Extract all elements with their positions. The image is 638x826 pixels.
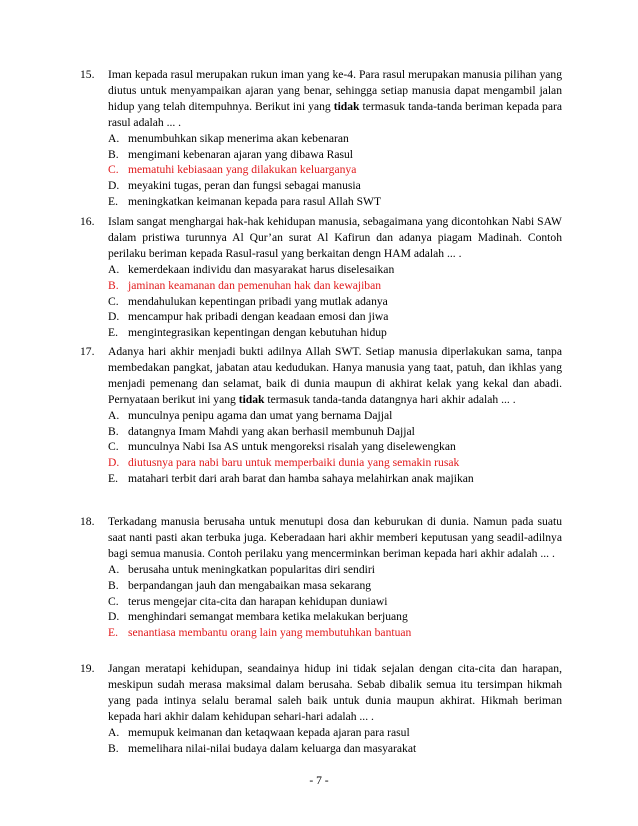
question-body [108,661,562,756]
option-letter: C. [108,440,119,454]
option-text: memelihara nilai-nilai budaya dalam keluarga dan masyarakat [128,741,417,755]
answer-option-c [108,294,562,310]
option-letter: E. [108,472,118,486]
option-letter: C. [108,594,119,608]
stem-text-end: termasuk tanda-tanda beriman kepada para rasul adalah ... . [108,99,563,129]
answer-options [108,131,562,211]
option-text: berpandangan jauh dan mengabaikan masa sekarang [128,578,372,592]
question-stem [108,67,562,131]
answer-options [108,562,562,642]
answer-option-c [108,594,562,610]
answer-option-c [108,162,562,178]
answer-option-b [108,578,562,594]
question-19 [80,661,562,756]
option-letter: D. [108,456,120,470]
stem-emphasis: tidak [238,392,265,406]
option-letter: A. [108,562,120,576]
question-number: 18. [80,515,95,528]
stem-text: Iman kepada rasul merupakan rukun iman yang ke-4. Para rasul merupakan manusia pilihan yang diutus untuk menyampaikan ajaran yang benar, sehingga setiap manusia dapat mengambil jalan hidup yang telah ditempuhnya. Berikut ini yang [108,68,562,113]
option-letter: C. [108,163,119,177]
answer-option-d [108,609,562,625]
question-body [108,514,562,641]
answer-option-d [108,178,562,194]
option-text: munculnya Nabi Isa AS untuk mengoreksi risalah yang diselewengkan [128,440,456,454]
option-text: munculnya penipu agama dan umat yang bernama Dajjal [128,408,393,422]
stem-text: Islam sangat menghargai hak-hak kehidupan manusia, sebagaimana yang dicontohkan Nabi SAW dalam pristiwa turunnya Al Qur’an surat Al Kafirun dan adanya piagam Madinah. Contoh perilaku beriman kepada Rasul-rasul yang berkaitan dengn HAM adalah ... . [108,215,562,260]
question-number: 19. [80,662,95,675]
option-letter: B. [108,424,119,438]
option-text: mengintegrasikan kepentingan dengan kebutuhan hidup [128,326,387,340]
question-number: 15. [80,68,95,81]
question-body [108,344,562,487]
answer-options [108,408,562,488]
question-stem [108,514,562,562]
page-number: - 7 - [309,774,329,787]
option-text: senantiasa membantu orang lain yang membutuhkan bantuan [128,626,412,640]
stem-emphasis: tidak [333,99,360,113]
question-number: 16. [80,215,95,228]
answer-option-a [108,562,562,578]
question-18 [80,514,562,641]
answer-option-e [108,325,562,341]
option-text: terus mengejar cita-cita dan harapan kehidupan duniawi [128,594,388,608]
question-17 [80,344,562,487]
option-letter: B. [108,278,119,292]
option-letter: B. [108,741,119,755]
option-text: memupuk keimanan dan ketaqwaan kepada ajaran para rasul [128,725,410,739]
option-letter: E. [108,195,118,209]
option-text: berusaha untuk meningkatkan popularitas diri sendiri [128,562,375,576]
answer-option-c [108,439,562,455]
answer-option-b [108,741,562,757]
answer-option-a [108,725,562,741]
option-letter: B. [108,147,119,161]
option-letter: A. [108,725,120,739]
option-text: mematuhi kebiasaan yang dilakukan keluarganya [128,163,357,177]
stem-text: Adanya hari akhir menjadi bukti adilnya Allah SWT. Setiap manusia diperlakukan sama, tanpa membedakan pangkat, jabatan atau kedudukan. Hanya manusia yang taat, patuh, dan ikhlas yang menjadi pemenang dan selamat, baik di dunia maupun di akhirat kelak yang kekal dan abadi. Pernyataan berikut ini yang [108,345,562,406]
option-text: meningkatkan keimanan kepada para rasul Allah SWT [128,195,382,209]
answer-option-a [108,131,562,147]
answer-option-b [108,424,562,440]
option-text: mengimani kebenaran ajaran yang dibawa Rasul [128,147,354,161]
option-text: kemerdekaan individu dan masyarakat harus diselesaikan [128,262,395,276]
question-body [108,214,562,341]
stem-text: Jangan meratapi kehidupan, seandainya hidup ini tidak sejalan dengan cita-cita dan harapan, meskipun sudah merasa maksimal dalam berusaha. Sebab dibalik semua itu tersimpan hikmah yang pada intinya selalu beramal saleh baik untuk dunia maupun akhirat. Hikmah beriman kepada hari akhir dalam kehidupan sehari-hari adalah ... . [108,662,562,723]
answer-option-d [108,309,562,325]
option-text: menumbuhkan sikap menerima akan kebenaran [128,131,349,145]
answer-options [108,725,562,757]
option-text: datangnya Imam Mahdi yang akan berhasil membunuh Dajjal [128,424,415,438]
answer-option-b [108,147,562,163]
option-text: diutusnya para nabi baru untuk memperbaiki dunia yang semakin rusak [128,456,460,470]
answer-option-d [108,455,562,471]
answer-option-a [108,408,562,424]
answer-option-e [108,194,562,210]
answer-option-e [108,471,562,487]
answer-option-b [108,278,562,294]
option-letter: A. [108,262,120,276]
question-number: 17. [80,345,95,358]
option-text: jaminan keamanan dan pemenuhan hak dan kewajiban [128,278,382,292]
stem-text-end: termasuk tanda-tanda datangnya hari akhir adalah ... . [264,392,516,406]
question-stem [108,214,562,262]
option-letter: D. [108,179,120,193]
answer-option-a [108,262,562,278]
option-letter: A. [108,131,120,145]
option-text: mendahulukan kepentingan pribadi yang mutlak adanya [128,294,388,308]
option-text: matahari terbit dari arah barat dan hamba sahaya melahirkan anak majikan [128,472,474,486]
question-body [108,67,562,210]
question-stem [108,661,562,725]
option-letter: B. [108,578,119,592]
option-text: menghindari semangat membara ketika melakukan berjuang [128,610,408,624]
answer-options [108,262,562,342]
option-letter: D. [108,610,120,624]
option-letter: A. [108,408,120,422]
option-letter: D. [108,310,120,324]
option-text: mencampur hak pribadi dengan keadaan emosi dan jiwa [128,310,389,324]
option-letter: E. [108,626,118,640]
question-16 [80,214,562,341]
option-text: meyakini tugas, peran dan fungsi sebagai manusia [128,179,361,193]
option-letter: C. [108,294,119,308]
answer-option-e [108,625,562,641]
question-15 [80,67,562,210]
stem-text: Terkadang manusia berusaha untuk menutupi dosa dan keburukan di dunia. Namun pada suatu saat nanti pasti akan terbuka juga. Keberadaan hari akhir memberi keputusan yang seadil-adilnya bagi semua manusia. Contoh perilaku yang mencerminkan beriman kepada hari akhir adalah ... . [108,515,562,560]
option-letter: E. [108,326,118,340]
question-stem [108,344,562,408]
